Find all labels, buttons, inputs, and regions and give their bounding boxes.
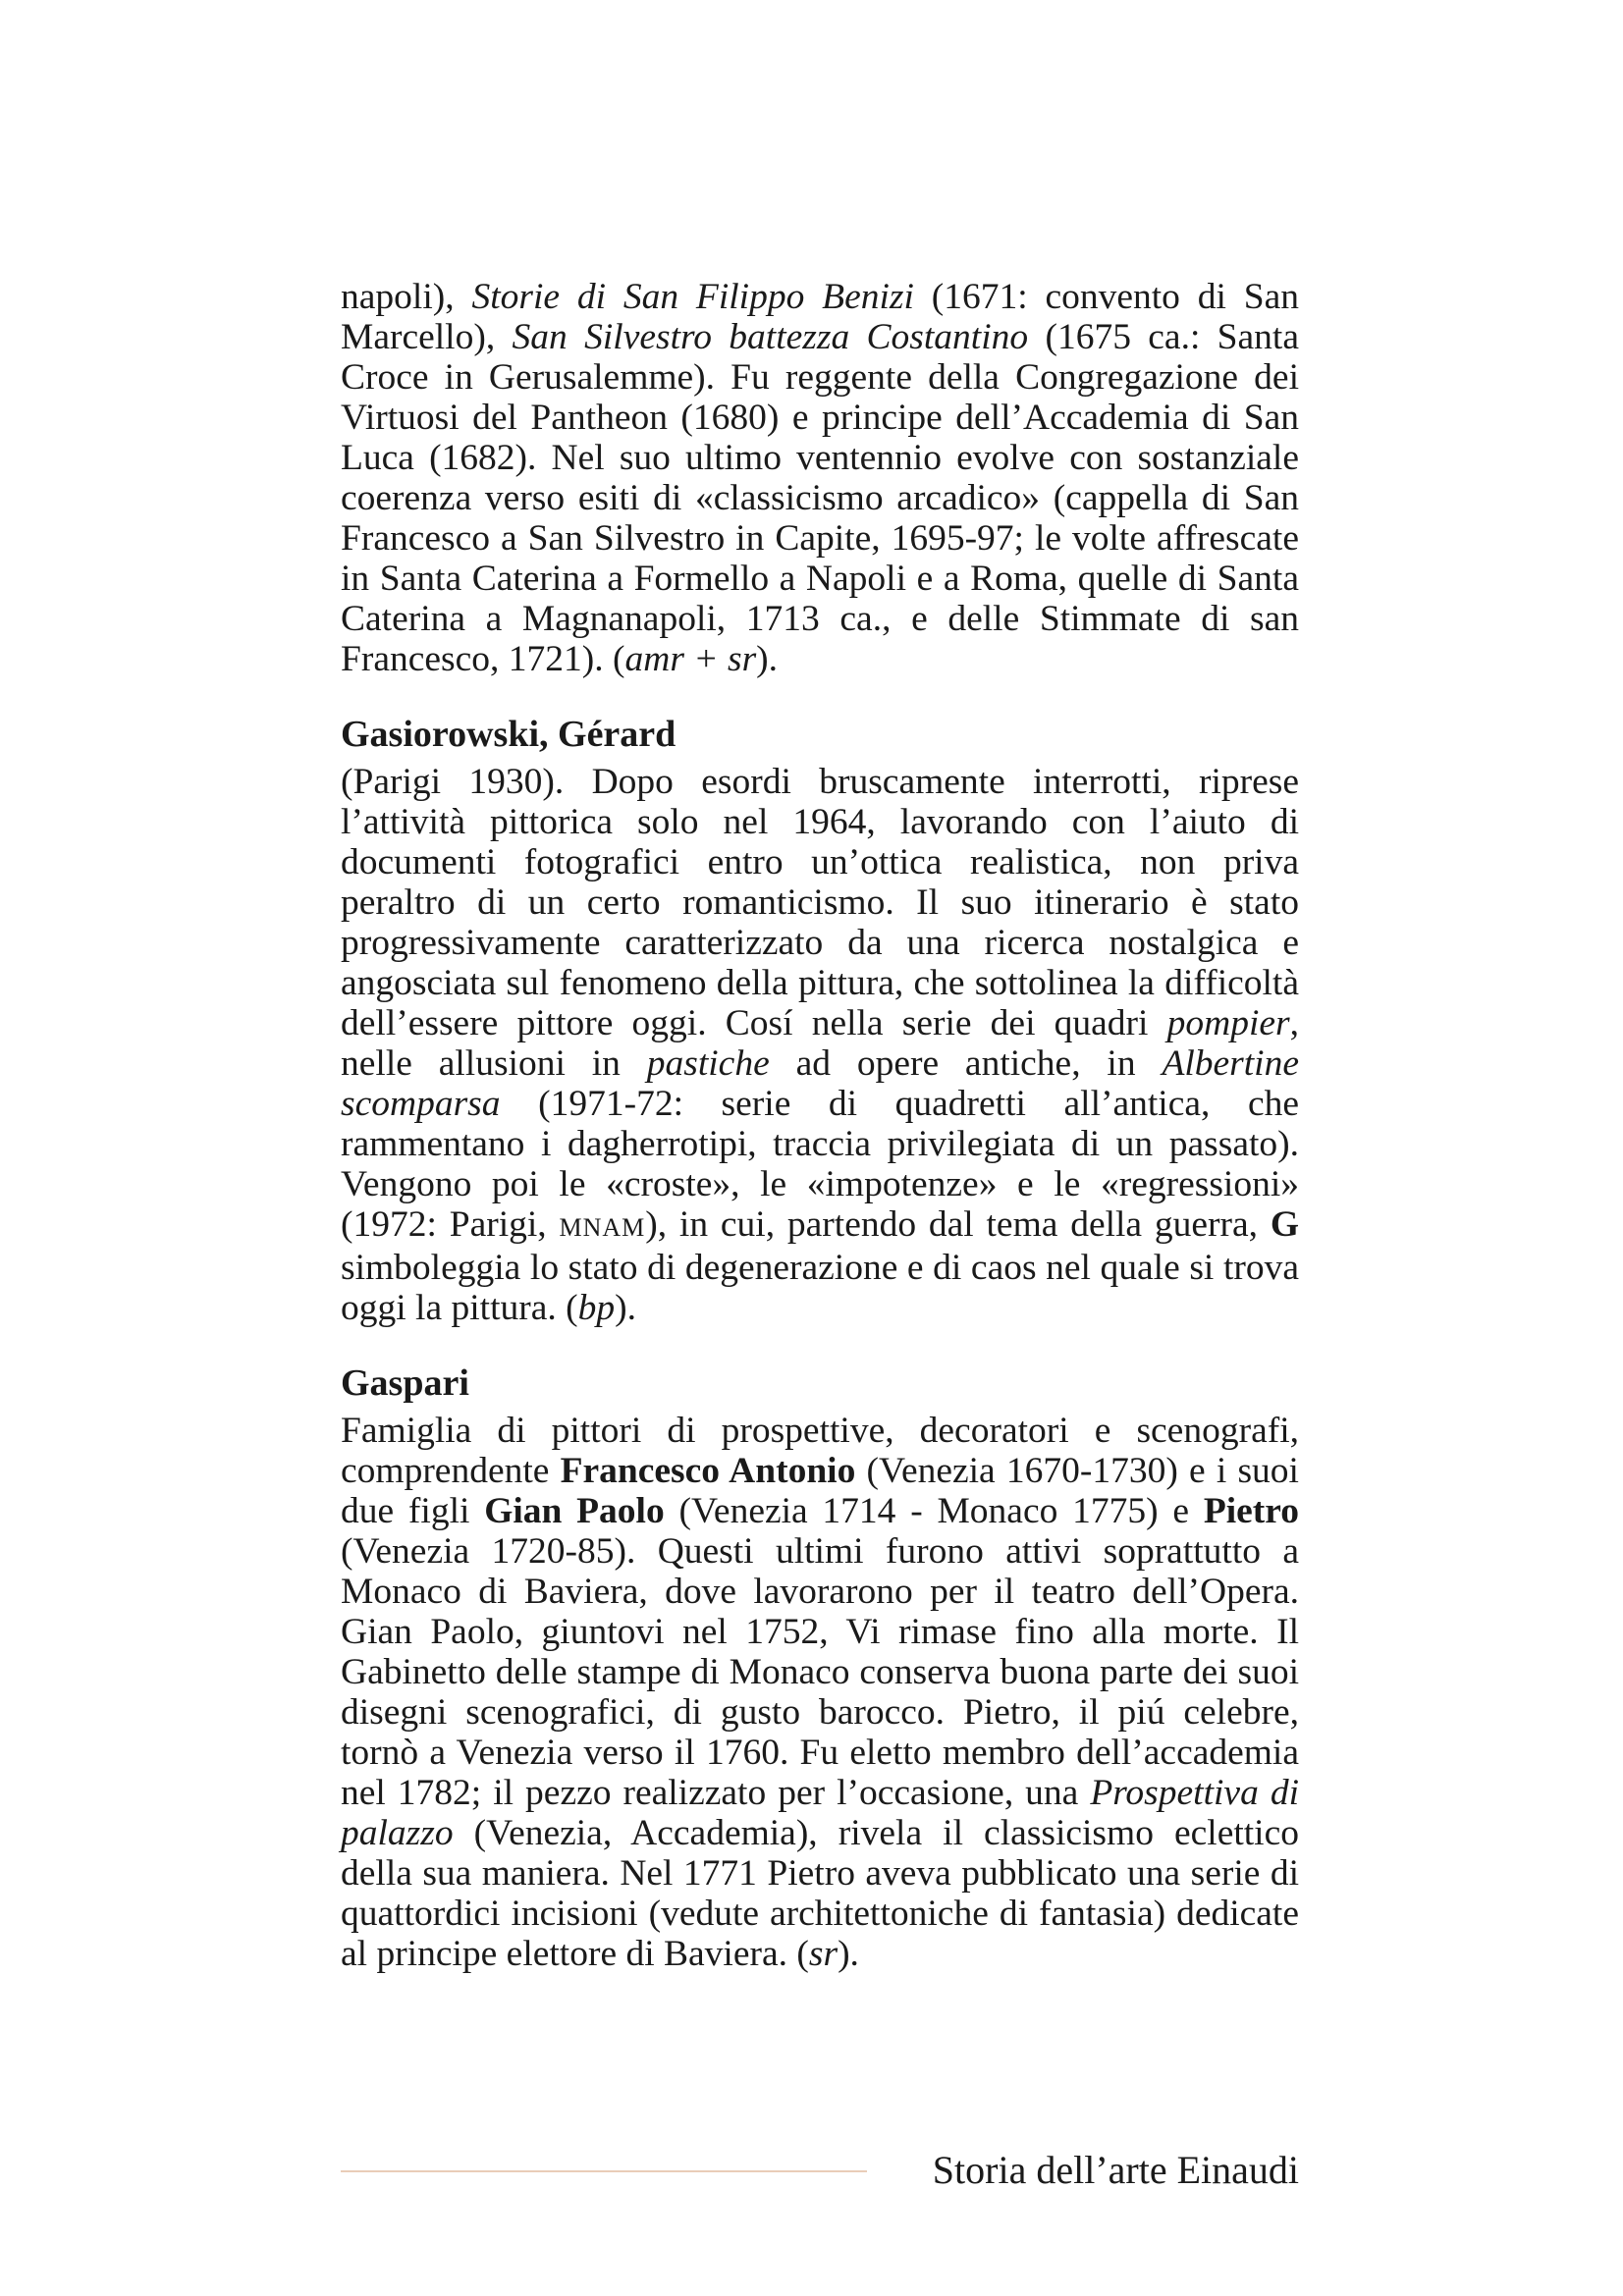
text-run-italic: amr + sr: [624, 639, 757, 679]
footer-publication-title: Storia dell’arte Einaudi: [932, 2148, 1299, 2192]
text-run-italic: San Silvestro battezza Costantino: [512, 317, 1029, 357]
entry-continuation-paragraph: [341, 277, 1299, 679]
text-run-italic: pompier: [1166, 1003, 1290, 1043]
text-run: ), in cui, partendo dal tema della guerra,: [645, 1204, 1271, 1245]
text-run: (Venezia 1670-1730) e i suoi due figli: [341, 1451, 1299, 1531]
text-run: (1971-72: serie di quadretti all’antica, che rammentano i dagherrotipi, traccia privilegiata di un passato). Vengono poi le «croste», le «impotenze» e le «regressioni» (1972: Parigi,: [341, 1084, 1299, 1245]
text-run-smallcaps: MNAM: [559, 1213, 646, 1242]
text-run-bold: Gian Paolo: [484, 1491, 665, 1531]
text-run: (Venezia 1714 - Monaco 1775) e: [664, 1491, 1204, 1531]
page-content: [341, 277, 1299, 1974]
text-run-italic: Albertine scomparsa: [341, 1043, 1299, 1124]
text-run-italic: pastiche: [646, 1043, 770, 1084]
text-run: ad opere antiche, in: [769, 1043, 1163, 1084]
entry-body-gaspari: [341, 1411, 1299, 1974]
footer-rule: [341, 2170, 867, 2172]
text-run: Famiglia di pittori di prospettive, decoratori e scenografi, comprendente: [341, 1411, 1299, 1491]
text-run: ).: [838, 1934, 859, 1974]
text-run-bold: Francesco Antonio: [560, 1451, 856, 1491]
page-footer: [341, 2148, 1299, 2193]
text-run: (Venezia, Accademia), rivela il classicismo eclettico della sua maniera. Nel 1771 Pietro aveva pubblicato una serie di quattordici incisioni (vedute architettoniche di fantasia) dedicate al principe elettore di Baviera. (: [341, 1813, 1299, 1974]
text-run-bold: G: [1270, 1204, 1299, 1245]
text-run-italic: Storie di San Filippo Benizi: [471, 277, 914, 317]
entry-heading-gasiorowski: Gasiorowski, Gérard: [341, 714, 676, 755]
text-run: (Parigi 1930). Dopo esordi bruscamente interrotti, riprese l’attività pittorica solo nel 1964, lavorando con l’aiuto di documenti fotografici entro un’ottica realistica, non priva peraltro di un certo romanticismo. Il suo itinerario è stato progressivamente caratterizzato da una ricerca nostalgica e angosciata sul fenomeno della pittura, che sottolinea la difficoltà dell’essere pittore oggi. Cosí nella serie dei quadri: [341, 762, 1299, 1043]
text-run: ).: [756, 639, 779, 679]
text-run: napoli),: [341, 277, 472, 317]
text-run-bold: Pietro: [1203, 1491, 1299, 1531]
text-run-italic: sr: [808, 1934, 839, 1974]
entry-body-gasiorowski: [341, 762, 1299, 1328]
entry-heading-gaspari: Gaspari: [341, 1362, 469, 1404]
text-run: (Venezia 1720-85). Questi ultimi furono attivi soprattutto a Monaco di Baviera, dove lavorarono per il teatro dell’Opera. Gian Paolo, giuntovi nel 1752, Vi rimase fino alla morte. Il Gabinetto delle stampe di Monaco conserva buona parte dei suoi disegni scenografici, di gusto barocco. Pietro, il piú celebre, tornò a Venezia verso il 1760. Fu eletto membro dell’accademia nel 1782; il pezzo realizzato per l’occasione, una: [341, 1531, 1299, 1813]
text-run: , nelle allusioni in: [341, 1003, 1299, 1084]
text-run-italic: Prospettiva di palazzo: [341, 1773, 1299, 1853]
text-run: simboleggia lo stato di degenerazione e di caos nel quale si trova oggi la pittura. (: [341, 1248, 1299, 1328]
text-run: (1671: convento di San Marcello),: [341, 277, 1299, 357]
text-run: ).: [615, 1288, 636, 1328]
text-run: (1675 ca.: Santa Croce in Gerusalemme). Fu reggente della Congregazione dei Virtuosi del Pantheon (1680) e principe dell’Accademia di San Luca (1682). Nel suo ultimo ventennio evolve con sostanziale coerenza verso esiti di «classicismo arcadico» (cappella di San Francesco a San Silvestro in Capite, 1695-97; le volte affrescate in Santa Caterina a Formello a Napoli e a Roma, quelle di Santa Caterina a Magnanapoli, 1713 ca., e delle Stimmate di san Francesco, 1721). (: [341, 317, 1299, 679]
text-run-italic: bp: [577, 1288, 616, 1328]
